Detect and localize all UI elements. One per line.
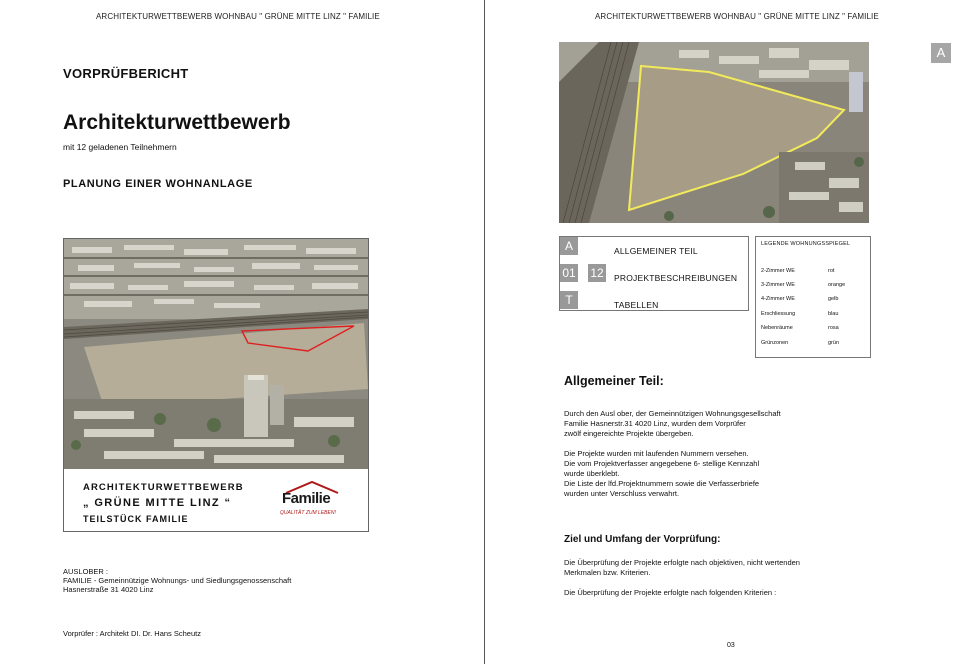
- legend-color: gelb: [828, 296, 839, 302]
- auslober-line1: FAMILIE - Gemeinnützige Wohnungs- und Siedlungsgenossenschaft: [63, 576, 292, 585]
- logo-tagline: QUALITÄT ZUM LEBEN!: [280, 510, 336, 516]
- section1-paragraph1-line2: Familie Hasnerstr.31 4020 Linz, wurden dem Vorprüfer: [564, 419, 746, 428]
- section-heading-ziel-und-umfang: Ziel und Umfang der Vorprüfung:: [564, 534, 721, 545]
- section-heading-allgemeiner-teil: Allgemeiner Teil:: [564, 374, 664, 388]
- main-title: Architekturwettbewerb: [63, 111, 291, 134]
- section1-paragraph2-line3: wurde überklebt.: [564, 469, 620, 478]
- table-of-contents: [559, 236, 749, 311]
- aerial-photo-city: [64, 239, 368, 469]
- legend-item: Nebenräume: [761, 325, 793, 331]
- section1-paragraph2-line4: Die Liste der lfd.Projektnummern sowie die Verfasserbriefe: [564, 479, 760, 488]
- legend-item: 4-Zimmer WE: [761, 296, 795, 302]
- cover-caption-line3: TEILSTÜCK FAMILIE: [83, 514, 189, 524]
- cover-caption: [64, 469, 368, 531]
- logo-text: Familie: [282, 490, 331, 507]
- legend-item: Grünzonen: [761, 340, 789, 346]
- toc-label-projektbeschreibungen[interactable]: PROJEKTBESCHREIBUNGEN: [614, 273, 738, 283]
- section1-paragraph2-line2: Die vom Projektverfasser angegebene 6- stellige Kennzahl: [564, 459, 760, 468]
- legend-color: grün: [828, 340, 840, 346]
- toc-badge-t: T: [560, 291, 578, 309]
- page-number: 03: [727, 642, 735, 649]
- section2-paragraph2-line1: Die Überprüfung der Projekte erfolgte nach folgenden Kriterien :: [564, 588, 777, 597]
- legend-item: 2-Zimmer WE: [761, 268, 795, 274]
- legend-color: blau: [828, 311, 839, 317]
- legend-item: 3-Zimmer WE: [761, 282, 795, 288]
- corner-badge: A: [931, 43, 951, 63]
- legend-color: rot: [828, 268, 835, 274]
- left-page-header: ARCHITEKTURWETTBEWERB WOHNBAU " GRÜNE MITTE LINZ " FAMILIE: [96, 12, 380, 21]
- familie-logo: [280, 480, 360, 528]
- cover-caption-line2: „ GRÜNE MITTE LINZ “: [83, 497, 232, 509]
- toc-badge-a: A: [560, 237, 578, 255]
- page-divider: [484, 0, 485, 664]
- legend-title: LEGENDE WOHNUNGSSPIEGEL: [761, 241, 851, 247]
- planning-title: PLANUNG EINER WOHNANLAGE: [63, 178, 253, 190]
- legend-color: orange: [828, 282, 846, 288]
- section2-paragraph1-line2: Merkmalen bzw. Kriterien.: [564, 568, 651, 577]
- vorpruefer: Vorprüfer : Architekt DI. Dr. Hans Scheutz: [63, 629, 201, 638]
- subtitle: mit 12 geladenen Teilnehmern: [63, 142, 177, 152]
- toc-badge-01: 01: [560, 264, 578, 282]
- toc-label-tabellen[interactable]: TABELLEN: [614, 300, 659, 310]
- legend-item: Erschliessung: [761, 311, 796, 317]
- right-page-header: ARCHITEKTURWETTBEWERB WOHNBAU " GRÜNE MITTE LINZ " FAMILIE: [595, 12, 879, 21]
- cover-panel: [63, 238, 369, 532]
- legend-wohnungsspiegel: [755, 236, 871, 358]
- section2-paragraph1-line1: Die Überprüfung der Projekte erfolgte nach objektiven, nicht wertenden: [564, 558, 800, 567]
- section1-paragraph2-line1: Die Projekte wurden mit laufenden Nummern versehen.: [564, 449, 749, 458]
- legend-color: rosa: [828, 325, 839, 331]
- toc-label-allgemeiner-teil[interactable]: ALLGEMEINER TEIL: [614, 246, 698, 256]
- report-label: VORPRÜFBERICHT: [63, 66, 189, 81]
- cover-caption-line1: ARCHITEKTURWETTBEWERB: [83, 482, 244, 493]
- section1-paragraph1-line1: Durch den Ausl ober, der Gemeinnützigen Wohnungsgesellschaft: [564, 409, 781, 418]
- section1-paragraph2-line5: wurden unter Verschluss verwahrt.: [564, 489, 680, 498]
- auslober-line2: Hasnerstraße 31 4020 Linz: [63, 585, 154, 594]
- auslober-label: AUSLOBER :: [63, 567, 109, 576]
- section1-paragraph1-line3: zwölf eingereichte Projekte übergeben.: [564, 429, 694, 438]
- toc-badge-12: 12: [588, 264, 606, 282]
- aerial-photo-site: [559, 42, 869, 223]
